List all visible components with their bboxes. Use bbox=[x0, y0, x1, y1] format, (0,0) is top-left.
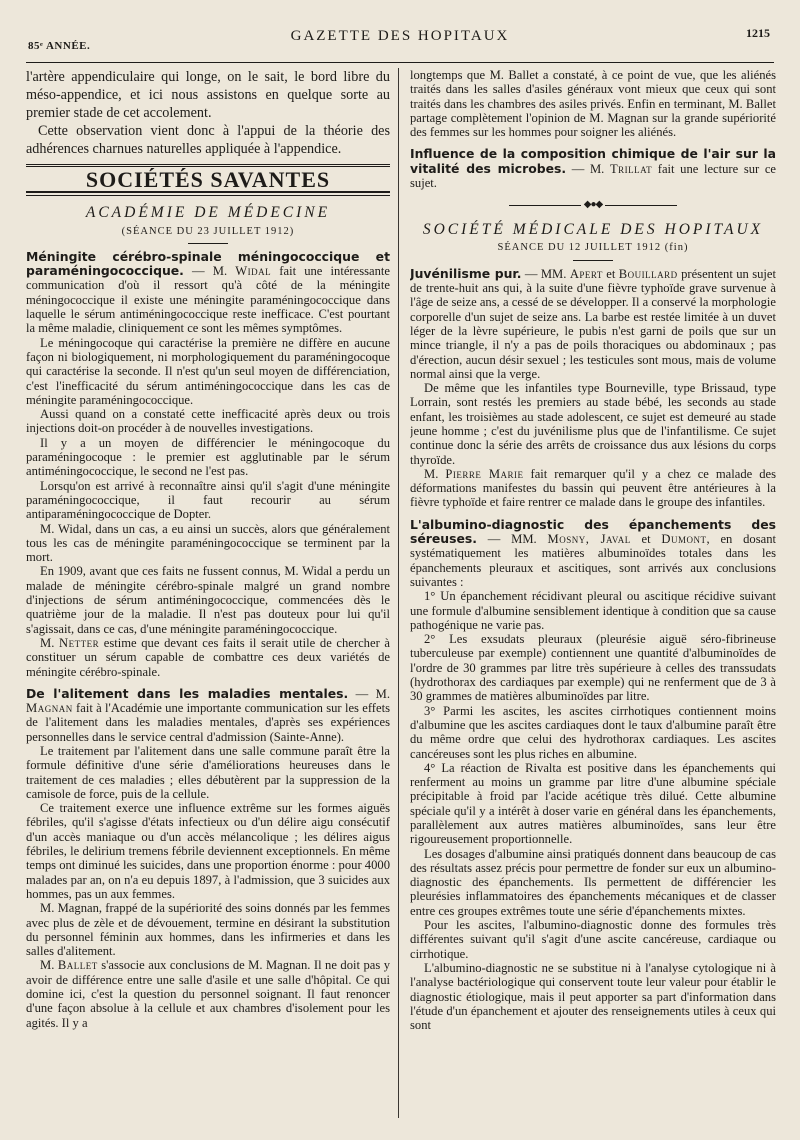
academy-heading: ACADÉMIE DE MÉDECINE bbox=[85, 204, 331, 222]
page-number: 1215 bbox=[746, 26, 770, 40]
text-fragment: M. bbox=[40, 958, 55, 973]
paragraph: L'albumino-diagnostic ne se substitue ni à l'analyse cytologique ni à l'analyse bactériologique qui conservent toute leur valeur pour établir le diagnostic étiologique, mais il peut apporter sa part d'information dans l'étude d'un épanchement et ajouter des renseignements utiles à ceux qui sont bbox=[410, 960, 776, 1033]
article-albumino bbox=[410, 518, 776, 589]
conclusion-item: 1° Un épanchement récidivant pleural ou ascitique récidive suivant une formule d'albumine sensiblement identique à condition que sa cause pathogénique ne varie pas. bbox=[410, 589, 776, 632]
text-fragment: — MM. bbox=[524, 266, 567, 281]
article-alitement bbox=[26, 687, 390, 744]
article-title: Méningite cérébro-spinale méningococcique et paraméningococcique. bbox=[26, 248, 390, 279]
gazette-title: GAZETTE DES HOPITAUX bbox=[290, 28, 510, 44]
text-fragment: et bbox=[641, 532, 651, 547]
paragraph bbox=[26, 636, 390, 679]
author-name: Apert bbox=[569, 266, 603, 281]
article-meningite bbox=[26, 250, 390, 336]
paragraph: De même que les infantiles type Bourneville, type Brissaud, type Lorrain, sont restés les premiers au stade bébé, les seconds au stade enfant, les troisièmes au stade adolescent, ce sujet est demeuré au stade jeune homme ; c'est du juvénilisme plus que de l'infantilisme. Ce sujet continue donc la série des arrêts de croissance dus aux lésions du corps thyroïde. bbox=[410, 381, 776, 467]
text-fragment: s'associe aux conclusions de M. Magnan. Il ne doit pas y avoir de différence entre une salle d'asile et une salle d'hôpital. Ce qui domine ici, c'est la question du personnel soignant. Il faut renoncer d'une façon absolue à la cellule et aux chambres d'isolement pour les agités. Il y a bbox=[26, 958, 390, 1030]
column-divider bbox=[398, 68, 399, 1118]
text-fragment: estime que devant ces faits il serait utile de chercher à constituer un sérum capable de combattre ces deux variétés de méningite cérébro-spinale. bbox=[26, 635, 390, 679]
intro-paragraph: Cette observation vient donc à l'appui de la théorie des adhérences charnues naturelles appliquée à l'appendice. bbox=[26, 123, 390, 157]
session-date: (SÉANCE DU 23 JUILLET 1912) bbox=[121, 225, 295, 237]
paragraph: Aussi quand on a constaté cette inefficacité après deux ou trois injections doit-on procéder à de nouvelles investigations. bbox=[26, 407, 390, 436]
conclusion-item: 2° Les exsudats pleuraux (pleurésie aiguë séro-fibrineuse tuberculeuse par exemple) contiennent une quantité d'albuminoïdes de l'ordre de 30 grammes par litre très supérieure à celles des transsudats (hydrothorax des cardiaques par exemple) qui ne renferment que de 3 à 30 grammes de matières albuminoïdes par litre. bbox=[410, 632, 776, 704]
right-column bbox=[410, 68, 776, 1118]
paragraph: Il y a un moyen de différencier le méningocoque du paraméningocoque : le premier est agglutinable par le sérum antiméningococcique, le second ne l'est pas. bbox=[26, 435, 390, 479]
paragraph bbox=[26, 958, 390, 1029]
author-name: Mosny, Javal bbox=[547, 532, 631, 547]
text-fragment: — M. bbox=[355, 686, 390, 701]
article-title: Juvénilisme pur. bbox=[410, 265, 522, 281]
text-fragment: M. bbox=[424, 466, 439, 481]
article-title: L'albumino-diagnostic des épanchements des séreuses. bbox=[410, 516, 776, 547]
paragraph: Ce traitement exerce une influence extrême sur les formes aiguës fébriles, qu'il s'agisse d'états infectieux ou d'un délire aigu consécutif d'un accès maniaque ou d'un accès mélancolique ; les délires aigus fébriles, le delirium tremens fébrile deviennent exceptionnels. En même temps ont diminué les suicides, dans une proportion énorme : pour 4000 malades par an, on n'a eu depuis 1897, à l'admission, que 3 suicides aux hommes, pas un aux femmes. bbox=[26, 801, 390, 901]
text-fragment: fait une lecture sur ce sujet. bbox=[410, 161, 776, 191]
author-name: Dumont bbox=[661, 532, 707, 547]
conclusion-item: 4° La réaction de Rivalta est positive dans les épanchements qui renferment au moins un gramme par litre d'une albumine spéciale précipitable à froid par l'acide acétique très dilué. Cette albumine spéciale qu'il y a intérêt à doser varie en général dans les épanchements, parallèlement aux autres matières albuminoïdes, sans leur être rigoureusement proportionnelle. bbox=[410, 760, 776, 847]
text-fragment: fait remarquer qu'il y a chez ce malade des déformations manifestes du bassin qui peuvent être antérieures à la fièvre typhoïde et faire rentrer ce malade dans le groupe des infantiles. bbox=[410, 466, 776, 510]
paragraph: En 1909, avant que ces faits ne fussent connus, M. Widal a perdu un malade de méningite cérébro-spinale malgré un grand nombre d'injections de sérum antiméningococcique, commencées dès le quatrième jour de la maladie. Il n'est pas douteux pour lui qu'il s'agissait, dans ce cas, d'une méningite paraméningococcique. bbox=[26, 564, 390, 636]
ornament-divider: ◆●◆ bbox=[410, 198, 776, 213]
left-column bbox=[26, 68, 390, 1118]
section-rule bbox=[26, 195, 390, 196]
paragraph: Le méningocoque qui caractérise la première ne diffère en aucune façon ni biologiquement, ni morphologiquement du paraméningocoque qui caractérise la seconde. Il n'est qu'un seul moyen de différenciation, c'est l'inefficacité du sérum antiméningococcique dans les cas de méningite paraméningococcique. bbox=[26, 335, 390, 407]
author-name: Netter bbox=[59, 635, 100, 650]
intro-paragraph: l'artère appendiculaire qui longe, on le sait, le bord libre du méso-appendice, et ici nous assistons en quelque sorte au premier stade de cet accolement. bbox=[26, 69, 390, 121]
paragraph: Lorsqu'on est arrivé à reconnaître ainsi qu'il s'agit d'une méningite paraméningococcique, il faut recourir au sérum antiparaméningococcique de Dopter. bbox=[26, 478, 390, 522]
text-fragment: , en dosant systématiquement les matières albuminoïdes totales dans les épanchements pleuraux et ascitiques, sont arrivés aux conclusions suivantes : bbox=[410, 532, 776, 589]
article-title: Influence de la composition chimique de l'air sur la vitalité des microbes. bbox=[410, 146, 776, 176]
text-fragment: présentent un sujet de trente-huit ans qui, à la suite d'une fièvre typhoïde grave survenue à l'âge de seize ans, a cessé de se développer. Il a conservé la morphologie corporelle d'un sujet de seize ans. La barbe est restée limitée à un duvet léger de la lèvre supérieure, le pubis n'est garni de poils que sur un mince triangle, il n'y a pas de poils thoraciques ou abdominaux ; pas d'érection, aucun désir sexuel ; les testicules sont mous, mais de volume normal ainsi que la verge. bbox=[410, 266, 776, 381]
author-name: Trillat bbox=[609, 161, 653, 176]
text-fragment: — M. bbox=[571, 161, 605, 176]
society-heading: SOCIÉTÉ MÉDICALE DES HOPITAUX bbox=[422, 221, 764, 239]
paragraph: Le traitement par l'alitement dans une salle commune paraît être la formule définitive d'une série d'améliorations heureuses dans le traitement de ces maladies ; elles débutèrent par la suppression de la camisole de force, puis de la cellule. bbox=[26, 743, 390, 801]
paragraph: Les dosages d'albumine ainsi pratiqués donnent dans beaucoup de cas des résultats assez précis pour permettre de fonder sur eux un albumino-diagnostic des épanchements. Ils permettent de différencier les pleurésies inflammatoires des épanchements mécaniques et de classer entre ces groupes extrêmes toute une série d'épanchements mixtes. bbox=[410, 846, 776, 918]
paragraph: M. Magnan, frappé de la supériorité des soins donnés par les femmes avec plus de zèle et de dévouement, termine en désirant la substitution du personnel féminin aux hommes, dans les infirmeries et dans les salles d'alitement. bbox=[26, 901, 390, 959]
paragraph: longtemps que M. Ballet a constaté, à ce point de vue, que les aliénés traités dans les salles d'asiles généraux vont mieux que ceux qui sont traités dans les chambres des asiles privés. Enfin en terminant, M. Ballet partage complètement l'opinion de M. Magnan sur la grande supériorité des femmes sur les hommes pour soigner les aliénés. bbox=[410, 68, 776, 140]
text-fragment: M. bbox=[40, 635, 55, 650]
author-name: Bouillard bbox=[618, 266, 678, 281]
section-title: SOCIÉTÉS SAVANTES bbox=[85, 167, 331, 192]
divider bbox=[188, 243, 228, 244]
author-name: Magnan bbox=[26, 701, 73, 716]
text-fragment: — MM. bbox=[487, 532, 537, 547]
author-name: Widal bbox=[235, 264, 272, 279]
text-fragment: et bbox=[606, 266, 616, 281]
conclusion-item: 3° Parmi les ascites, les ascites cirrhotiques contiennent moins d'albumine que les ascites cardiaques dont le taux d'albumine paraît être du même ordre que celui des hydrothorax cardiaques. Les ascites cancéreuses sont les plus riches en albumine. bbox=[410, 703, 776, 761]
edition-label: 85ᵉ ANNÉE. bbox=[28, 40, 91, 52]
text-fragment: — M. bbox=[192, 264, 228, 279]
text-fragment: fait une intéressante communication d'où il ressort qu'à côté de la méningite méningococcique il existe une méningite paraméningococcique dans laquelle le sérum antiméningococcique reste inefficace. C'est pourtant la même maladie, cliniquement ce sont les mêmes symptômes. bbox=[26, 264, 390, 336]
paragraph bbox=[410, 467, 776, 510]
header-rule bbox=[26, 62, 774, 63]
author-name: Pierre Marie bbox=[445, 466, 524, 481]
divider bbox=[573, 260, 613, 261]
text-fragment: fait à l'Académie une importante communication sur les effets de l'alitement dans les maladies mentales, d'après ses expériences personnelles dans le service central d'admission (Sainte-Anne). bbox=[26, 701, 390, 744]
paragraph: Pour les ascites, l'albumino-diagnostic donne des formules très différentes suivant qu'il s'agit d'une ascite cancéreuse, cardiaque ou cirrhotique. bbox=[410, 918, 776, 961]
author-name: Ballet bbox=[57, 958, 98, 973]
article-juvenilisme bbox=[410, 267, 776, 381]
page-header bbox=[26, 26, 774, 60]
article-title: De l'alitement dans les maladies mentales. bbox=[26, 685, 349, 701]
session-date: SÉANCE DU 12 JUILLET 1912 (fin) bbox=[497, 242, 689, 254]
article-influence bbox=[410, 147, 776, 190]
paragraph: M. Widal, dans un cas, a eu ainsi un succès, alors que généralement tous les cas de méningite paraméningococcique se terminent par la mort. bbox=[26, 521, 390, 565]
